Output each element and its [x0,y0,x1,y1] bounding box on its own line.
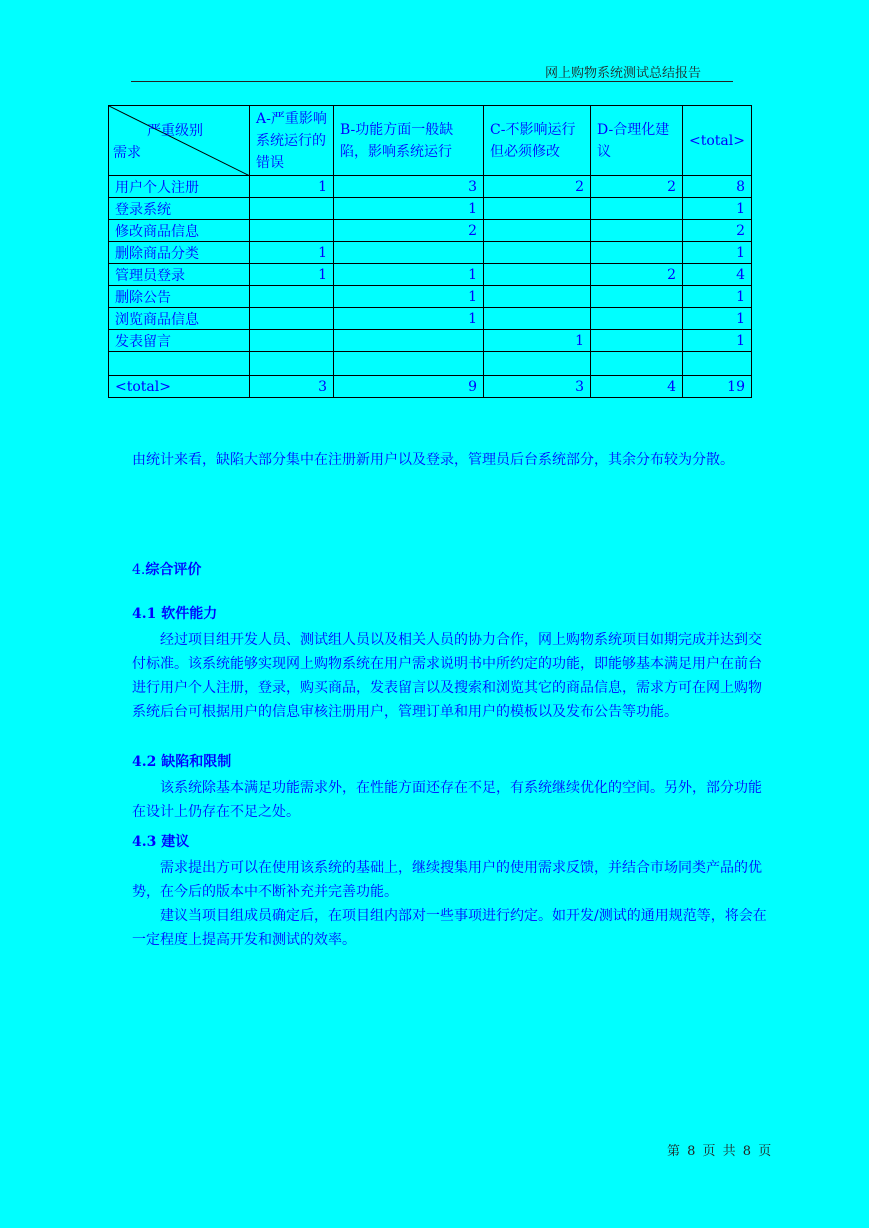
column-header-total: <total> [683,106,752,176]
column-header-c: C-不影响运行但必须修改 [484,106,591,176]
table-cell: 1 [683,242,752,264]
table-cell: 1 [334,308,484,330]
table-cell [484,352,591,376]
table-row [109,176,752,198]
row-label: 修改商品信息 [109,220,250,242]
section-4-3-heading: 4.3 建议 [132,834,190,850]
table-cell: 2 [334,220,484,242]
row-label: 用户个人注册 [109,176,250,198]
table-cell: 2 [683,220,752,242]
row-label: 浏览商品信息 [109,308,250,330]
table-row [109,330,752,352]
section-4-number: 4. [132,562,146,578]
table-cell: 1 [250,242,334,264]
defect-stats-table [108,105,752,398]
section-4-1-text: 经过项目组开发人员、测试组人员以及相关人员的协力合作，网上购物系统项目如期完成并达到交付标准。该系统能够实现网上购物系统在用户需求说明书中所约定的功能，即能够基本满足用户在前台进行用户个人注册，登录，购买商品，发表留言以及搜索和浏览其它的商品信息，需求方可在网上购物系统后台可根据用户的信息审核注册用户，管理订单和用户的模板以及发布公告等功能。 [132,632,762,720]
page-footer: 第 8 页 共 8 页 [667,1144,772,1159]
table-cell [250,220,334,242]
table-cell: 1 [683,198,752,220]
table-cell: 1 [683,330,752,352]
table-cell: 3 [484,376,591,398]
summary-text: 由统计来看，缺陷大部分集中在注册新用户以及登录，管理员后台系统部分，其余分布较为分散。 [132,452,734,468]
table-cell [484,308,591,330]
table-cell: 19 [683,376,752,398]
table-cell: 1 [683,308,752,330]
table-cell: 4 [591,376,683,398]
header-title: 网上购物系统测试总结报告 [545,66,702,81]
table-cell: 1 [250,176,334,198]
table-cell [334,352,484,376]
table-row [109,286,752,308]
table-cell: 1 [250,264,334,286]
section-4-heading [132,559,201,579]
table-cell: 2 [484,176,591,198]
table-cell [250,352,334,376]
column-header-a: A-严重影响系统运行的错误 [250,106,334,176]
section-4-2-heading: 4.2 缺陷和限制 [132,754,232,770]
section-4-2-text: 该系统除基本满足功能需求外，在性能方面还存在不足，有系统继续优化的空间。另外，部分功能在设计上仍存在不足之处。 [132,780,762,820]
column-header-b: B-功能方面一般缺陷，影响系统运行 [334,106,484,176]
table-cell [591,198,683,220]
table-cell: 2 [591,176,683,198]
table-cell [591,220,683,242]
table-row [109,308,752,330]
table-row [109,352,752,376]
table-cell [591,286,683,308]
table-cell [484,286,591,308]
column-header-d: D-合理化建议 [591,106,683,176]
table-cell [250,308,334,330]
table-header-row [109,106,752,176]
table-cell: 3 [250,376,334,398]
table-cell: 3 [334,176,484,198]
table-cell: 9 [334,376,484,398]
section-4-3-text-2: 建议当项目组成员确定后，在项目组内部对一些事项进行约定。如开发/测试的通用规范等，将会在一定程度上提高开发和测试的效率。 [132,908,767,948]
table-cell [250,198,334,220]
table-cell [683,352,752,376]
table-cell [591,242,683,264]
table-cell [591,352,683,376]
table-row [109,198,752,220]
table-cell [591,308,683,330]
table-row [109,264,752,286]
corner-requirement-label: 需求 [113,145,141,161]
table-cell [334,242,484,264]
table-row [109,242,752,264]
corner-severity-label: 严重级别 [147,123,203,139]
section-4-1-heading: 4.1 软件能力 [132,606,218,622]
corner-cell [109,106,250,176]
table-cell [484,198,591,220]
table-cell: 1 [334,264,484,286]
table-cell: 1 [334,198,484,220]
header-rule [131,81,733,82]
row-label: 登录系统 [109,198,250,220]
table-cell: 4 [683,264,752,286]
table-row [109,376,752,398]
row-label: 管理员登录 [109,264,250,286]
table-cell: 1 [683,286,752,308]
table-cell [250,330,334,352]
table-cell: 2 [591,264,683,286]
row-label [109,352,250,376]
row-label: 删除商品分类 [109,242,250,264]
table-cell: 1 [334,286,484,308]
row-label: <total> [109,376,250,398]
table-cell [484,264,591,286]
table-body [109,176,752,398]
row-label: 发表留言 [109,330,250,352]
table-cell [334,330,484,352]
table-cell: 1 [484,330,591,352]
table-cell: 8 [683,176,752,198]
row-label: 删除公告 [109,286,250,308]
table-cell [484,220,591,242]
table-cell [484,242,591,264]
table-cell [250,286,334,308]
table-cell [591,330,683,352]
table-row [109,220,752,242]
section-4-title: 综合评价 [145,562,202,578]
section-4-3-text-1: 需求提出方可以在使用该系统的基础上，继续搜集用户的使用需求反馈，并结合市场同类产品的优势，在今后的版本中不断补充并完善功能。 [132,860,762,900]
